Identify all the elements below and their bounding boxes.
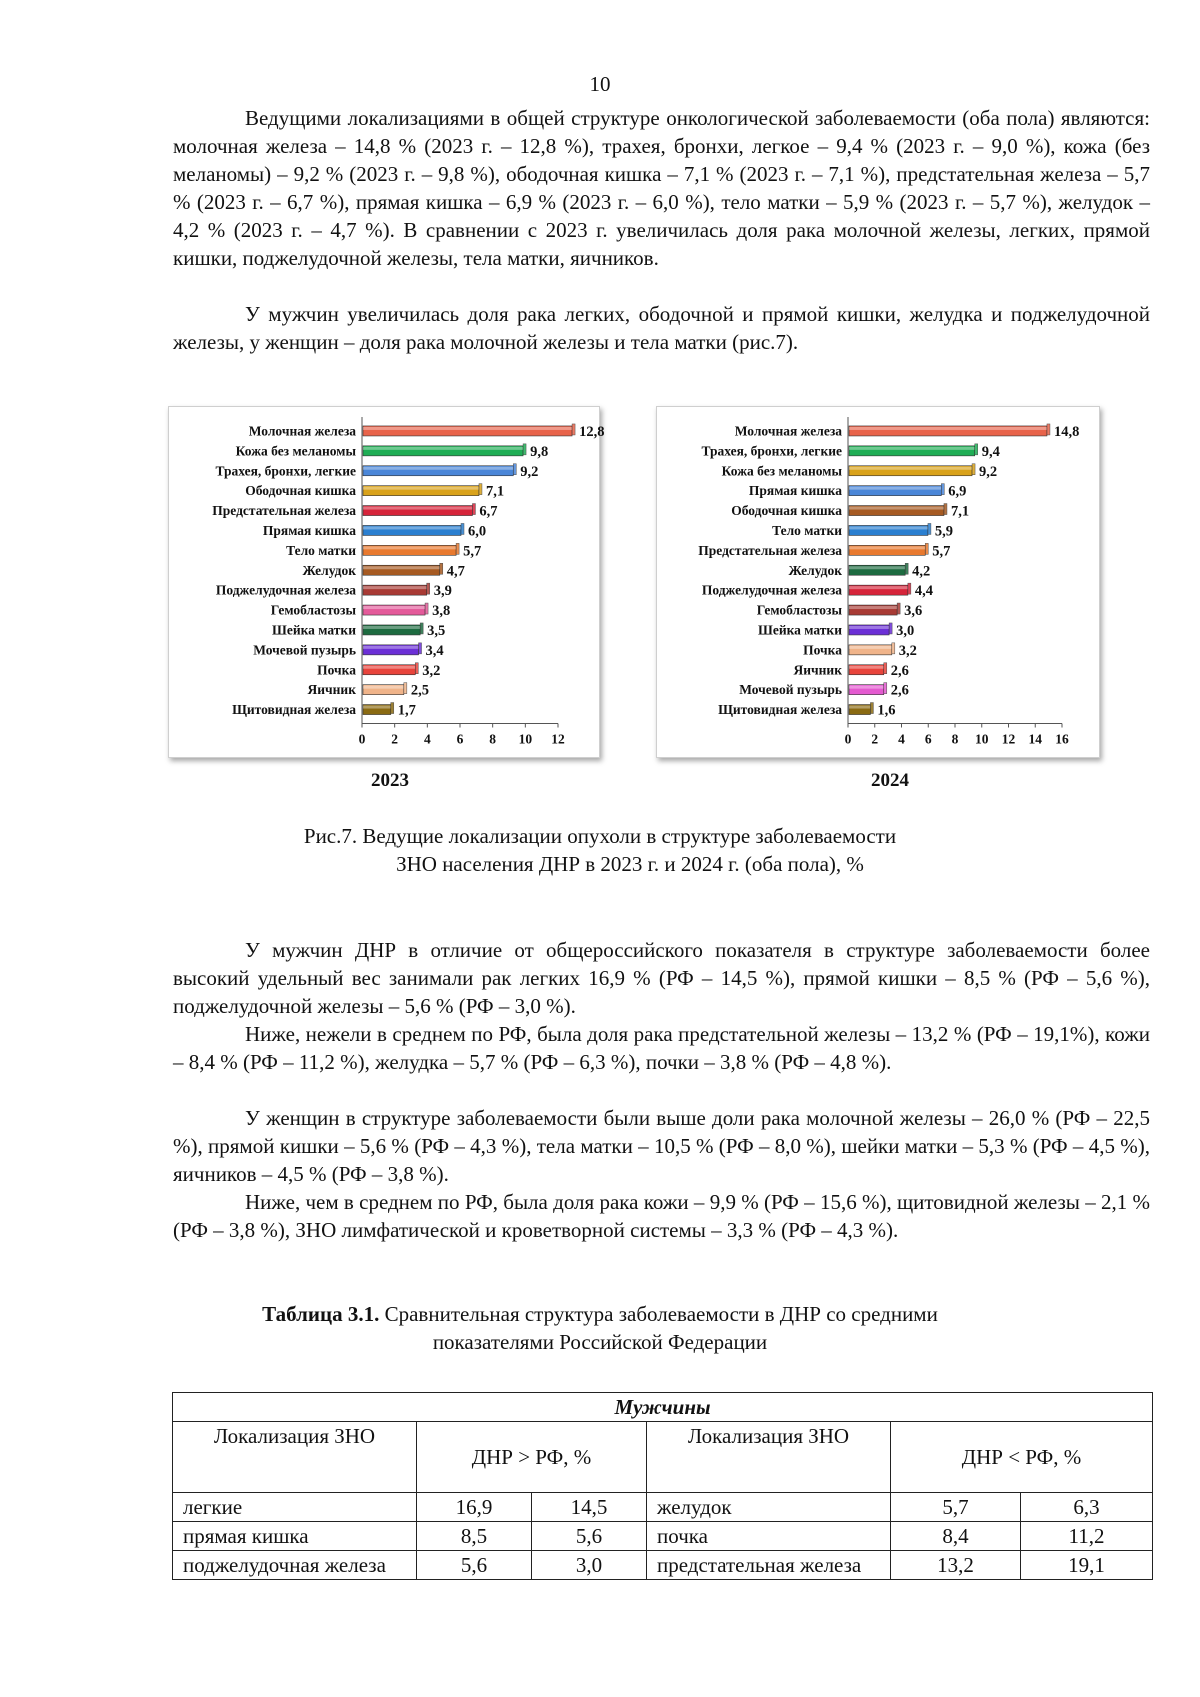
table-cell: 14,5 <box>532 1493 647 1522</box>
x-tick-label: 16 <box>1055 731 1069 747</box>
bar-highlight <box>363 666 415 669</box>
category-label: Молочная железа <box>248 423 356 439</box>
category-label: Кожа без меланомы <box>721 463 842 479</box>
paragraph: У мужчин ДНР в отличие от общероссийского показателя в структуре заболеваемости более высокий удельный вес занимали рак легких 16,9 % (РФ – 14,5 %), прямой кишки – 8,5 % (РФ – 5,6 %), поджелудочной железы – 5,6 % (РФ – 3,0 %). <box>173 938 1150 1018</box>
table-header: Локализация ЗНО <box>647 1422 891 1493</box>
bar-end-cap <box>391 703 394 714</box>
bar-end-cap <box>941 484 944 495</box>
data-label: 3,9 <box>433 583 452 600</box>
table-cell: желудок <box>647 1493 891 1522</box>
bar-end-cap <box>513 464 516 475</box>
x-tick-label: 12 <box>1001 731 1016 747</box>
data-label: 14,8 <box>1053 423 1080 440</box>
bar-highlight <box>849 447 975 450</box>
category-label: Ободочная кишка <box>245 483 356 499</box>
x-tick-label: 8 <box>489 731 497 747</box>
x-tick-label: 10 <box>518 731 533 747</box>
bar-end-cap <box>972 464 975 475</box>
data-label: 9,2 <box>520 463 539 480</box>
table-cell: 13,2 <box>891 1551 1021 1580</box>
chart-2023-year: 2023 <box>371 770 409 791</box>
bar-highlight <box>849 646 892 649</box>
bar-highlight <box>849 666 884 669</box>
x-tick-label: 2 <box>871 731 879 747</box>
bar-highlight <box>849 427 1047 430</box>
bar-highlight <box>849 546 925 549</box>
bar-highlight <box>849 706 870 709</box>
table-row <box>173 1551 1153 1580</box>
table-cell: поджелудочная железа <box>173 1551 417 1580</box>
category-label: Поджелудочная железа <box>215 582 356 598</box>
category-label: Ободочная кишка <box>731 503 842 519</box>
figure-caption-line2: ЗНО населения ДНР в 2023 г. и 2024 г. (оба пола), % <box>396 852 864 876</box>
x-tick-label: 4 <box>898 731 905 747</box>
table-cell: 5,6 <box>532 1522 647 1551</box>
table-header: ДНР < РФ, % <box>891 1422 1153 1493</box>
bar-highlight <box>849 467 972 470</box>
x-tick-label: 14 <box>1028 731 1042 747</box>
category-label: Поджелудочная железа <box>701 582 842 598</box>
bar-end-cap <box>944 504 947 515</box>
table-group-header: Мужчины <box>173 1393 1153 1422</box>
bar-highlight <box>363 686 404 689</box>
chart-2024-year: 2024 <box>871 770 909 791</box>
data-label: 6,0 <box>468 523 487 540</box>
bar-end-cap <box>925 543 928 554</box>
table-cell: почка <box>647 1522 891 1551</box>
data-label: 7,1 <box>485 483 505 500</box>
category-label: Почка <box>803 642 842 658</box>
x-tick-label: 12 <box>551 731 565 747</box>
category-label: Прямая кишка <box>748 483 842 499</box>
data-label: 9,4 <box>981 443 1000 460</box>
table-cell: 6,3 <box>1021 1493 1153 1522</box>
table-cell: 16,9 <box>417 1493 532 1522</box>
data-label: 2,5 <box>410 682 429 699</box>
x-tick-label: 8 <box>951 731 959 747</box>
bar-end-cap <box>404 683 407 694</box>
category-label: Предстательная железа <box>212 503 356 519</box>
paragraph: Ниже, нежели в среднем по РФ, была доля рака предстательной железы – 13,2 % (РФ – 19,1%), кожи – 8,4 % (РФ – 11,2 %), желудка – 5,7 % (РФ – 6,3 %), почки – 3,8 % (РФ – 4,8 %). <box>173 1022 1150 1074</box>
data-label: 12,8 <box>579 423 605 440</box>
bar-highlight <box>849 626 889 629</box>
paragraph: Ведущими локализациями в общей структуре онкологической заболеваемости (оба пола) являются: молочная железа – 14,8 % (2023 г. – 12,8 %), трахея, бронхи, легкое – 9,4 % (2023 г. – 9,0 %), кожа (без меланомы) – 9,2 % (2023 г. – 9,8 %), ободочная кишка – 7,1 % (2023 г. – 7,1 %), предстательная железа – 5,7 % (2023 г. – 6,7 %), прямая кишка – 6,9 % (2023 г. – 6,0 %), тело матки – 5,9 % (2023 г. – 5,7 %), желудок – 4,2 % (2023 г. – 4,7 %). В сравнении с 2023 г. увеличилась доля рака молочной железы, легких, прямой кишки, поджелудочной железы, тела матки, яичников. <box>173 106 1150 270</box>
data-label: 5,7 <box>463 543 482 560</box>
bar-end-cap <box>425 603 428 614</box>
bar-highlight <box>849 606 897 609</box>
bar-end-cap <box>440 563 443 574</box>
data-label: 3,8 <box>432 603 451 620</box>
paragraph: У женщин в структуре заболеваемости были выше доли рака молочной железы – 26,0 % (РФ – 22,5 %), прямой кишки – 5,6 % (РФ – 4,3 %), тела матки – 10,5 % (РФ – 8,0 %), шейки матки – 5,3 % (РФ – 4,5 %), яичников – 4,5 % (РФ – 3,8 %). <box>173 1106 1150 1186</box>
bar-end-cap <box>472 504 475 515</box>
category-label: Кожа без меланомы <box>235 443 356 459</box>
figure-caption-line1: Рис.7. Ведущие локализации опухоли в структуре заболеваемости <box>303 824 897 848</box>
data-label: 1,7 <box>397 702 416 719</box>
table-cell: 8,4 <box>891 1522 1021 1551</box>
table-row <box>173 1522 1153 1551</box>
data-label: 5,7 <box>932 543 951 560</box>
x-tick-label: 0 <box>358 731 366 747</box>
category-label: Яичник <box>793 662 842 678</box>
table-header: Локализация ЗНО <box>173 1422 417 1493</box>
bar-end-cap <box>420 623 423 634</box>
bar-end-cap <box>908 583 911 594</box>
table-row <box>173 1493 1153 1522</box>
bar-highlight <box>849 686 884 689</box>
category-label: Молочная железа <box>734 423 842 439</box>
table-cell: 19,1 <box>1021 1551 1153 1580</box>
paragraph: У мужчин увеличилась доля рака легких, ободочной и прямой кишки, желудка и поджелудочной железы, у женщин – доля рака молочной железы и тела матки (рис.7). <box>173 302 1150 354</box>
bar-highlight <box>363 566 440 569</box>
chart-2024-svg <box>657 407 1099 757</box>
bar-end-cap <box>905 563 908 574</box>
bar-end-cap <box>892 643 895 654</box>
bar-highlight <box>363 606 425 609</box>
category-label: Гемобластозы <box>756 602 842 618</box>
data-label: 6,9 <box>948 483 967 500</box>
category-label: Мочевой пузырь <box>253 642 356 658</box>
table-header: ДНР > РФ, % <box>417 1422 647 1493</box>
bar-end-cap <box>415 663 418 674</box>
data-label: 9,8 <box>530 443 549 460</box>
data-label: 4,4 <box>914 583 933 600</box>
table-cell: предстательная железа <box>647 1551 891 1580</box>
bar-highlight <box>363 706 391 709</box>
bar-highlight <box>363 507 472 510</box>
data-label: 3,2 <box>898 642 917 659</box>
bar-end-cap <box>897 603 900 614</box>
data-label: 4,7 <box>446 563 465 580</box>
comparison-table <box>172 1392 1153 1580</box>
x-tick-label: 4 <box>423 731 431 747</box>
bar-end-cap <box>419 643 422 654</box>
data-label: 2,6 <box>890 662 909 679</box>
table-cell: легкие <box>173 1493 417 1522</box>
bar-highlight <box>363 626 420 629</box>
x-tick-label: 10 <box>975 731 989 747</box>
x-tick-label: 6 <box>456 731 464 747</box>
category-label: Мочевой пузырь <box>739 682 842 698</box>
category-label: Почка <box>317 662 356 678</box>
bar-end-cap <box>928 523 931 534</box>
table-cell: 5,6 <box>417 1551 532 1580</box>
bar-highlight <box>363 487 479 490</box>
bar-end-cap <box>523 444 526 455</box>
category-label: Шейка матки <box>758 622 842 638</box>
category-label: Гемобластозы <box>270 602 356 618</box>
bar-highlight <box>849 507 944 510</box>
bar-highlight <box>849 487 941 490</box>
data-label: 5,9 <box>934 523 954 540</box>
bar-end-cap <box>884 663 887 674</box>
data-label: 1,6 <box>877 702 896 719</box>
data-label: 3,0 <box>896 622 915 639</box>
table-title-line2: показателями Российской Федерации <box>432 1330 768 1354</box>
x-tick-label: 2 <box>391 731 399 747</box>
bar-highlight <box>363 586 427 589</box>
category-label: Прямая кишка <box>262 522 356 538</box>
data-label: 3,5 <box>427 622 446 639</box>
bar-highlight <box>363 526 461 529</box>
data-label: 3,2 <box>422 662 441 679</box>
data-label: 7,1 <box>950 503 970 520</box>
table-cell: 8,5 <box>417 1522 532 1551</box>
bar-end-cap <box>889 623 892 634</box>
x-tick-label: 6 <box>924 731 932 747</box>
chart-2023 <box>168 406 605 758</box>
bar-end-cap <box>975 444 978 455</box>
data-label: 9,2 <box>979 463 998 480</box>
category-label: Щитовидная железа <box>718 702 842 718</box>
category-label: Тело матки <box>772 522 842 538</box>
bar-end-cap <box>870 703 873 714</box>
chart-2023-svg <box>169 407 605 757</box>
category-label: Тело матки <box>286 542 356 558</box>
bar-highlight <box>849 586 908 589</box>
bar-highlight <box>363 467 513 470</box>
bar-highlight <box>849 526 928 529</box>
table-cell: 3,0 <box>532 1551 647 1580</box>
category-label: Яичник <box>307 682 356 698</box>
table-cell: 11,2 <box>1021 1522 1153 1551</box>
data-label: 3,4 <box>425 642 444 659</box>
chart-2024 <box>656 406 1100 758</box>
bar-end-cap <box>1047 424 1050 435</box>
bar-end-cap <box>427 583 430 594</box>
category-label: Щитовидная железа <box>232 702 356 718</box>
page-number: 10 <box>589 72 611 96</box>
bar-end-cap <box>456 543 459 554</box>
paragraph: Ниже, чем в среднем по РФ, была доля рака кожи – 9,9 % (РФ – 15,6 %), щитовидной железы – 2,1 % (РФ – 3,8 %), ЗНО лимфатической и кроветворной системы – 3,3 % (РФ – 4,3 %). <box>173 1190 1150 1242</box>
category-label: Трахея, бронхи, легкие <box>701 443 842 459</box>
bar-highlight <box>363 447 523 450</box>
data-label: 6,7 <box>479 503 498 520</box>
x-tick-label: 0 <box>844 731 852 747</box>
data-label: 2,6 <box>890 682 909 699</box>
data-label: 4,2 <box>912 563 931 580</box>
bar-highlight <box>363 546 456 549</box>
bar-highlight <box>363 427 572 430</box>
category-label: Желудок <box>302 562 356 578</box>
bar-highlight <box>849 566 905 569</box>
bar-end-cap <box>884 683 887 694</box>
category-label: Шейка матки <box>272 622 356 638</box>
bar-end-cap <box>479 484 482 495</box>
category-label: Трахея, бронхи, легкие <box>215 463 356 479</box>
table-cell: 5,7 <box>891 1493 1021 1522</box>
data-label: 3,6 <box>904 603 923 620</box>
category-label: Желудок <box>788 562 842 578</box>
bar-end-cap <box>572 424 575 435</box>
category-label: Предстательная железа <box>698 542 842 558</box>
bar-highlight <box>363 646 419 649</box>
table-cell: прямая кишка <box>173 1522 417 1551</box>
bar-end-cap <box>461 523 464 534</box>
table-title: Таблица 3.1. Сравнительная структура заболеваемости в ДНР со средними <box>262 1302 938 1326</box>
